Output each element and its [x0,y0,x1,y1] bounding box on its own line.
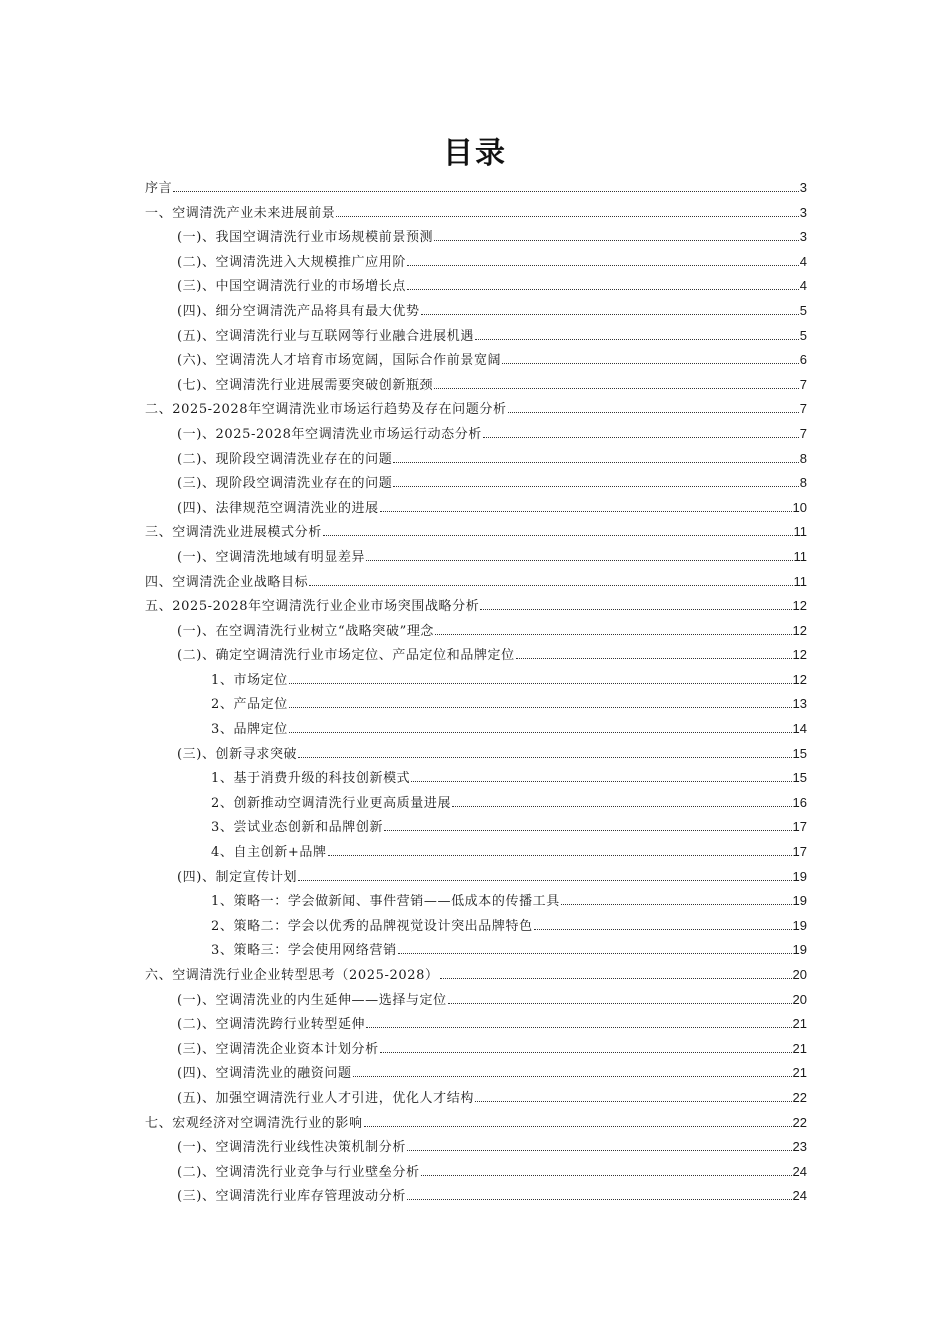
toc-entry[interactable] [145,520,807,545]
toc-entry-text: 2、创新推动空调清洗行业更高质量进展 [211,795,452,811]
toc-page-number: 22 [792,1089,807,1105]
dot-leader [411,780,791,782]
dot-leader [298,879,791,881]
toc-entry-text: 1、策略一：学会做新闻、事件营销——低成本的传播工具 [211,894,560,910]
toc-entry[interactable] [145,1037,807,1062]
dot-leader [407,264,799,266]
toc-page-number: 5 [799,302,807,318]
dot-leader [380,1051,792,1053]
dot-leader [440,977,792,979]
toc-entry[interactable] [145,742,807,767]
toc-entry[interactable] [145,447,807,472]
toc-page-number: 12 [792,598,807,614]
dot-leader [393,485,798,487]
toc-page-number: 17 [792,819,807,835]
dot-leader [502,362,799,364]
toc-entry[interactable] [145,889,807,914]
toc-list [145,176,807,1209]
toc-entry-text: (二)、空调清洗进入大规模推广应用阶 [177,254,406,270]
dot-leader [516,657,792,659]
toc-page-number: 15 [792,770,807,786]
toc-entry-text: 3、策略三：学会使用网络营销 [211,943,397,959]
dot-leader [289,731,792,733]
toc-page-number: 22 [792,1114,807,1130]
toc-page-number: 19 [792,942,807,958]
toc-entry[interactable] [145,422,807,447]
toc-page-number: 15 [792,745,807,761]
dot-leader [480,608,791,610]
toc-title: 目录 [443,136,507,171]
dot-leader [384,829,791,831]
dot-leader [475,1100,792,1102]
toc-entry-text: (二)、空调清洗跨行业转型延伸 [177,1017,366,1033]
toc-page-number: 19 [792,893,807,909]
toc-page-number: 11 [793,548,807,564]
toc-page-number: 11 [793,573,807,589]
dot-leader [398,952,792,954]
toc-page-number: 11 [793,524,807,540]
toc-page-number: 5 [799,327,807,343]
toc-page-number: 20 [792,991,807,1007]
toc-entry-text: (四)、空调清洗业的融资问题 [177,1066,352,1082]
toc-entry-text: 2、产品定位 [211,697,288,713]
toc-entry[interactable] [145,1135,807,1160]
toc-entry[interactable] [145,865,807,890]
dot-leader [407,288,799,290]
toc-page-number: 19 [792,917,807,933]
dot-leader [475,338,799,340]
dot-leader [298,756,791,758]
dot-leader [353,1075,792,1077]
toc-entry[interactable] [145,324,807,349]
dot-leader [393,461,798,463]
toc-entry[interactable] [145,1111,807,1136]
toc-entry[interactable] [145,176,807,201]
dot-leader [309,584,792,586]
toc-page-number: 16 [792,794,807,810]
dot-leader [328,854,792,856]
toc-entry-text: 二、2025-2028年空调清洗业市场运行趋势及存在问题分析 [145,402,507,418]
dot-leader [364,1125,792,1127]
toc-entry[interactable] [145,692,807,717]
toc-entry-text: (一)、空调清洗业的内生延伸——选择与定位 [177,992,447,1008]
toc-entry[interactable] [145,594,807,619]
toc-page-number: 23 [792,1139,807,1155]
toc-page-number: 19 [792,868,807,884]
dot-leader [366,1026,791,1028]
dot-leader [421,313,799,315]
dot-leader [380,510,792,512]
toc-page-number: 17 [792,844,807,860]
toc-entry-text: (一)、空调清洗行业线性决策机制分析 [177,1140,406,1156]
toc-entry[interactable] [145,545,807,570]
toc-entry-text: (四)、法律规范空调清洗业的进展 [177,500,379,516]
toc-page-number: 12 [792,671,807,687]
toc-page-number: 10 [792,499,807,515]
toc-entry-text: 七、宏观经济对空调清洗行业的影响 [145,1115,363,1131]
toc-entry-text: 3、品牌定位 [211,722,288,738]
toc-entry-text: 序言 [145,181,173,196]
toc-entry-text: 三、空调清洗业进展模式分析 [145,525,322,541]
toc-page-number: 3 [799,180,807,195]
toc-entry-text: (六)、空调清洗人才培育市场宽阔，国际合作前景宽阔 [177,353,502,369]
toc-entry-text: 一、空调清洗产业未来进展前景 [145,205,336,221]
dot-leader [452,805,791,807]
toc-entry-text: (一)、空调清洗地域有明显差异 [177,549,366,565]
dot-leader [534,928,792,930]
toc-entry[interactable] [145,643,807,668]
dot-leader [173,190,799,192]
toc-page-number: 7 [799,401,807,417]
toc-page-number: 12 [792,622,807,638]
toc-entry[interactable] [145,201,807,226]
toc-entry[interactable] [145,766,807,791]
toc-entry-text: (一)、我国空调清洗行业市场规模前景预测 [177,230,434,246]
toc-entry[interactable] [145,250,807,275]
toc-page-number: 3 [799,204,807,220]
dot-leader [289,706,792,708]
toc-entry-text: 2、策略二：学会以优秀的品牌视觉设计突出品牌特色 [211,918,533,934]
toc-entry[interactable] [145,840,807,865]
toc-entry[interactable] [145,471,807,496]
toc-entry-text: (七)、空调清洗行业进展需要突破创新瓶颈 [177,377,434,393]
toc-entry-text: 六、空调清洗行业企业转型思考（2025-2028） [145,968,439,983]
dot-leader [434,239,799,241]
toc-entry-text: (三)、创新寻求突破 [177,746,298,762]
toc-page-number: 3 [799,229,807,245]
toc-page-number: 8 [799,475,807,491]
toc-entry-text: (二)、现阶段空调清洗业存在的问题 [177,451,393,467]
toc-page-number: 20 [792,967,807,982]
toc-entry[interactable] [145,570,807,595]
toc-entry-text: 1、基于消费升级的科技创新模式 [211,771,411,787]
toc-entry[interactable] [145,225,807,250]
toc-page-number: 14 [792,721,807,737]
toc-entry[interactable] [145,914,807,939]
toc-entry[interactable] [145,717,807,742]
dot-leader [407,1198,792,1200]
dot-leader [448,1002,792,1004]
toc-entry[interactable] [145,1061,807,1086]
toc-entry-text: (三)、空调清洗企业资本计划分析 [177,1041,379,1057]
toc-entry[interactable] [145,1160,807,1185]
toc-page-number: 7 [799,425,807,441]
toc-page-number: 21 [792,1040,807,1056]
toc-entry[interactable] [145,1184,807,1209]
toc-entry-text: (一)、2025-2028年空调清洗业市场运行动态分析 [177,426,482,442]
toc-entry-text: (三)、现阶段空调清洗业存在的问题 [177,476,393,492]
toc-entry[interactable] [145,373,807,398]
toc-entry[interactable] [145,963,807,988]
toc-page-number: 4 [799,253,807,269]
dot-leader [407,1149,792,1151]
toc-entry[interactable] [145,299,807,324]
toc-entry-text: (一)、在空调清洗行业树立“战略突破”理念 [177,623,435,639]
toc-page-number: 6 [799,352,807,368]
toc-entry-text: 五、2025-2028年空调清洗行业企业市场突围战略分析 [145,599,480,615]
toc-entry[interactable] [145,274,807,299]
toc-page-number: 12 [792,647,807,663]
toc-entry-text: 1、市场定位 [211,672,288,688]
toc-entry-text: (四)、制定宣传计划 [177,869,298,885]
toc-page-number: 8 [799,450,807,466]
toc-entry[interactable] [145,938,807,963]
toc-entry-text: (五)、加强空调清洗行业人才引进，优化人才结构 [177,1090,474,1106]
toc-entry[interactable] [145,815,807,840]
toc-entry[interactable] [145,397,807,422]
dot-leader [289,682,792,684]
toc-entry-text: (二)、空调清洗行业竞争与行业壁垒分析 [177,1164,420,1180]
toc-entry-text: (三)、中国空调清洗行业的市场增长点 [177,279,406,295]
dot-leader [434,387,799,389]
toc-page-number: 24 [792,1188,807,1204]
dot-leader [366,559,792,561]
toc-page-number: 21 [792,1016,807,1032]
dot-leader [483,436,799,438]
toc-entry-text: (三)、空调清洗行业库存管理波动分析 [177,1189,406,1205]
dot-leader [421,1174,792,1176]
dot-leader [435,633,791,635]
dot-leader [336,215,798,217]
toc-entry-text: 四、空调清洗企业战略目标 [145,574,309,590]
toc-entry-text: (二)、确定空调清洗行业市场定位、产品定位和品牌定位 [177,648,515,664]
toc-entry[interactable] [145,791,807,816]
toc-entry[interactable] [145,1086,807,1111]
toc-page-number: 4 [799,278,807,294]
toc-entry[interactable] [145,348,807,373]
dot-leader [323,534,793,536]
toc-page-number: 24 [792,1163,807,1179]
toc-entry[interactable] [145,496,807,521]
toc-entry-text: (四)、细分空调清洗产品将具有最大优势 [177,303,420,319]
toc-entry[interactable] [145,668,807,693]
toc-page-number: 13 [792,696,807,712]
dot-leader [508,411,799,413]
toc-entry[interactable] [145,619,807,644]
toc-entry[interactable] [145,988,807,1013]
toc-entry-text: 3、尝试业态创新和品牌创新 [211,820,384,836]
toc-page-number: 21 [792,1065,807,1081]
dot-leader [561,903,792,905]
toc-entry[interactable] [145,1012,807,1037]
toc-page-number: 7 [799,376,807,392]
toc-entry-text: (五)、空调清洗行业与互联网等行业融合进展机遇 [177,328,474,344]
toc-entry-text: 4、自主创新+品牌 [211,845,327,861]
